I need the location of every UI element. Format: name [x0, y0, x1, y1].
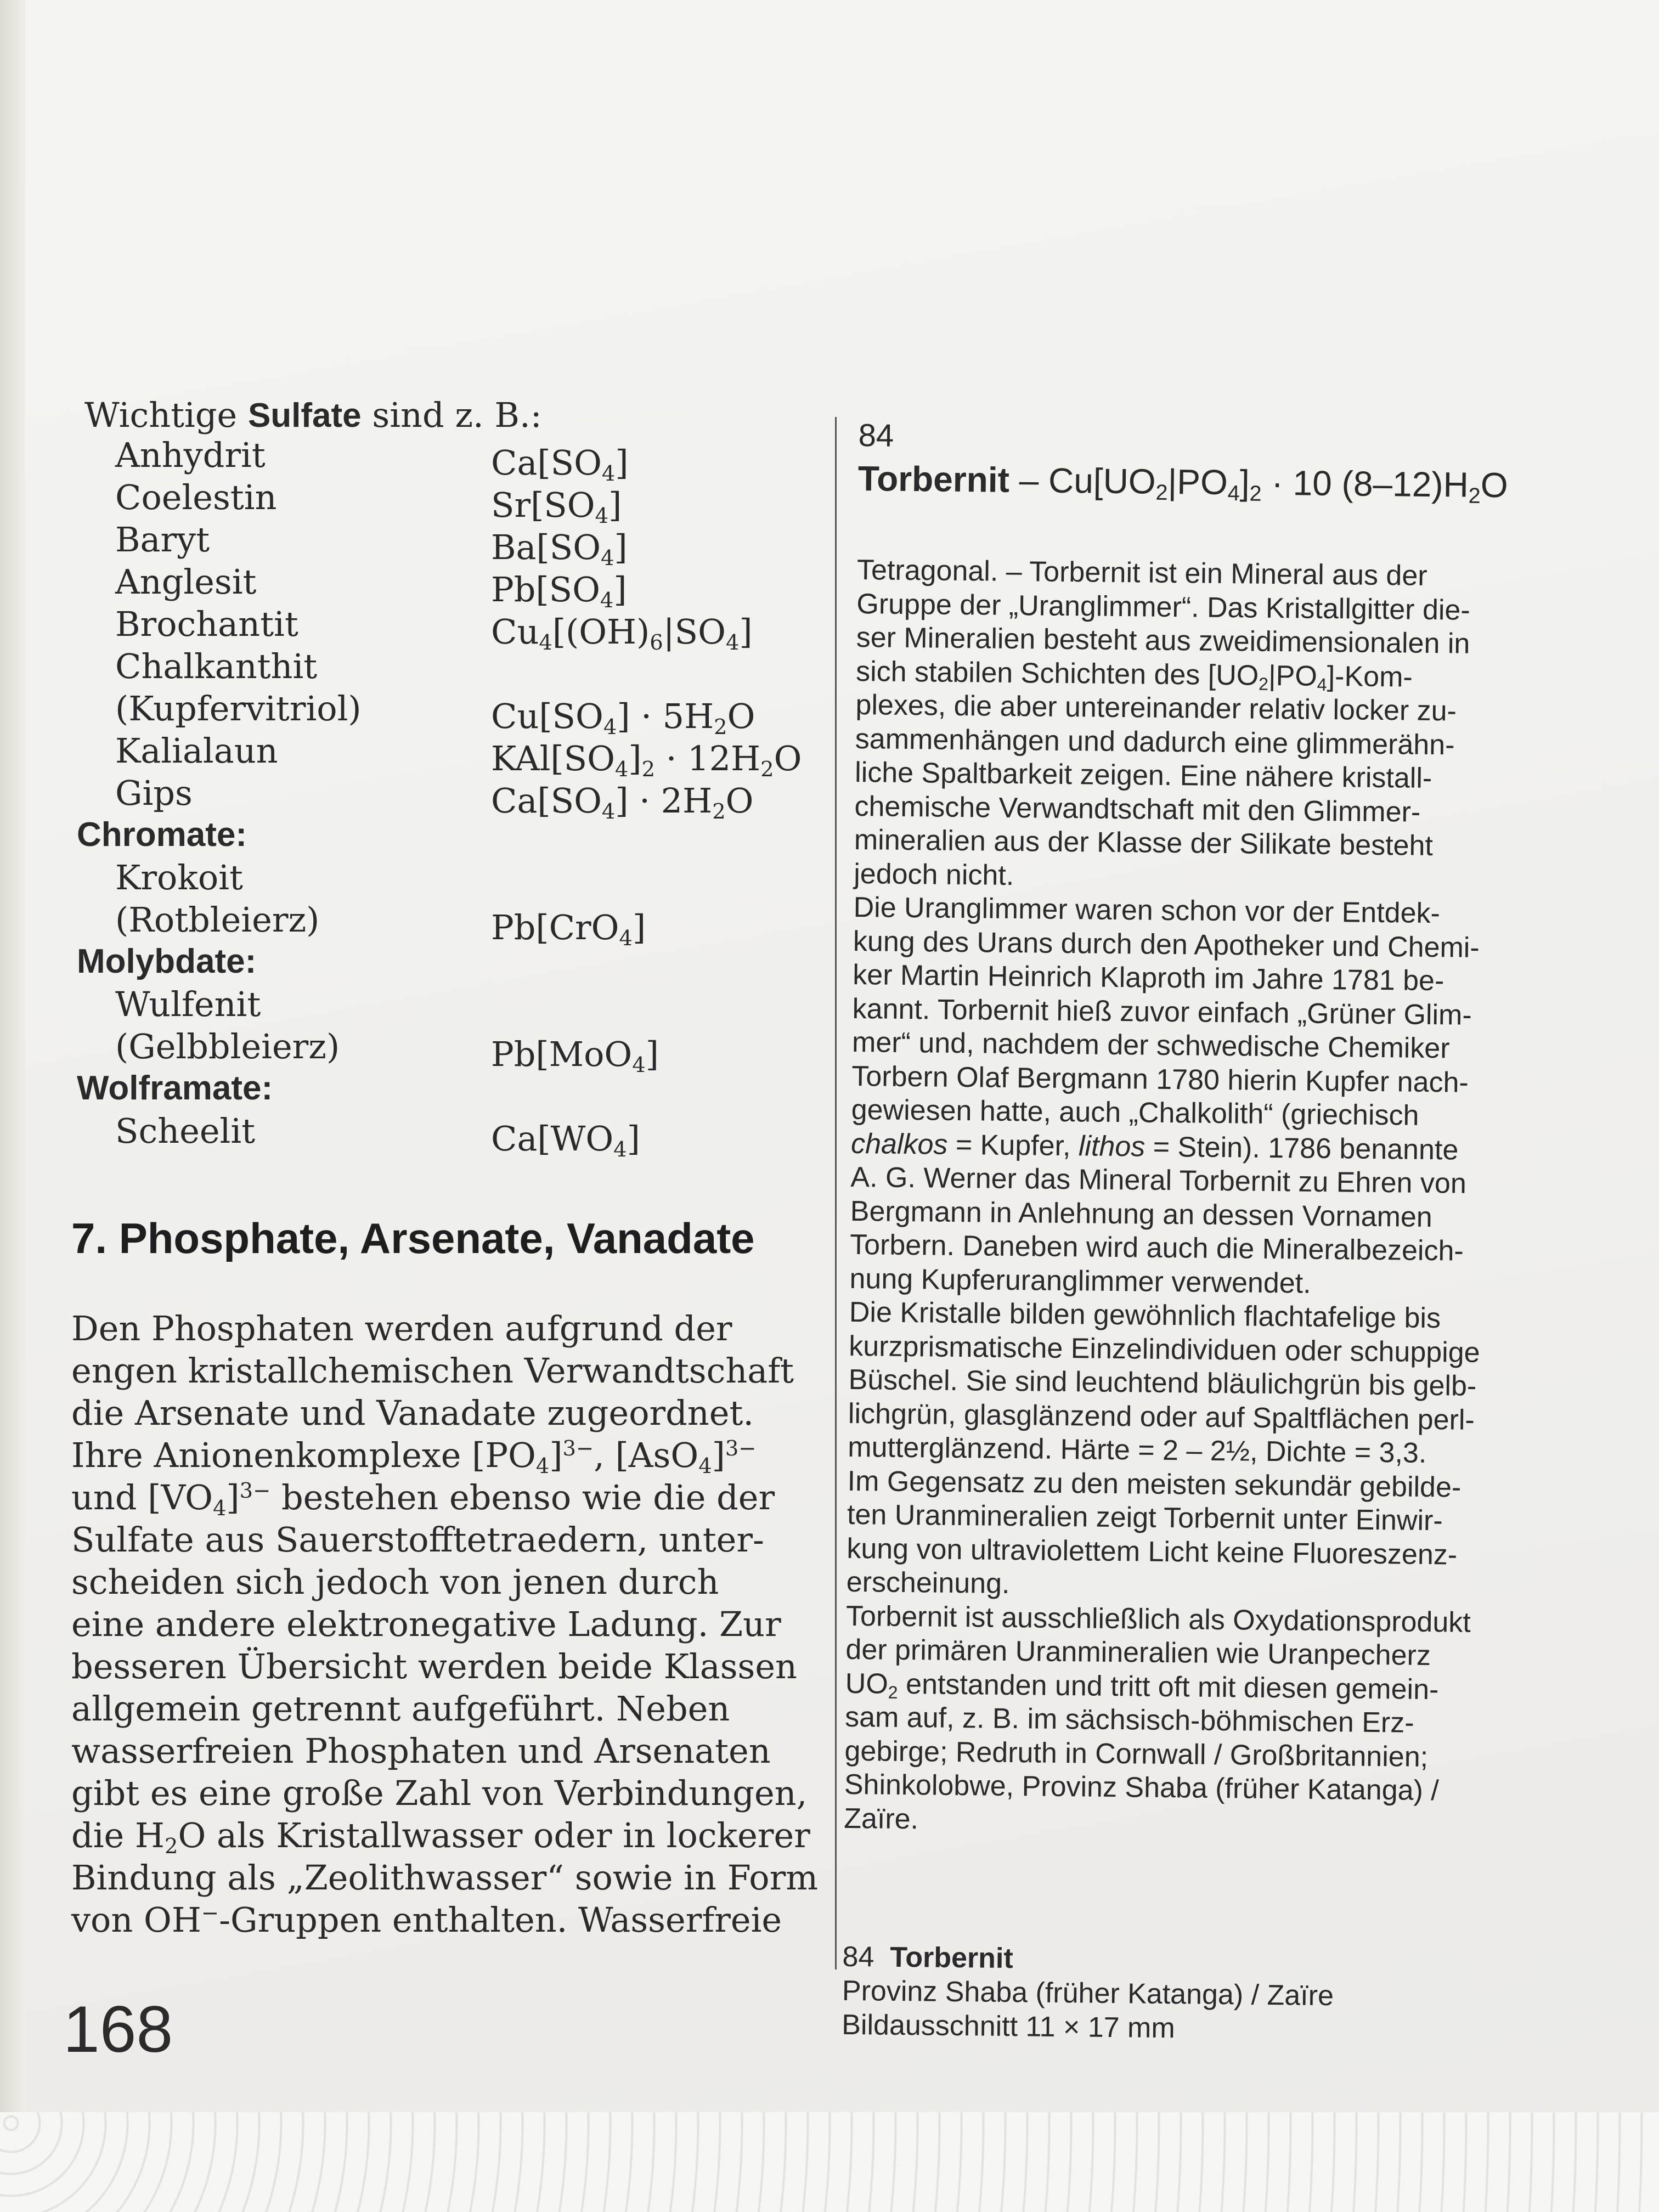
description-line: ser Mineralien besteht aus zweidimensionalen in: [856, 621, 1470, 660]
description-line: kung von ultraviolettem Licht keine Fluoreszenz-: [847, 1532, 1458, 1571]
mineral-row: [71, 1111, 806, 1162]
body-line: gibt es eine große Zahl von Verbindungen,: [71, 1773, 808, 1813]
category-chromate: [71, 815, 806, 857]
description-line: gewiesen hatte, auch „Chalkolith“ (griechisch: [851, 1093, 1419, 1132]
body-line: engen kristallchemischen Verwandtschaft: [71, 1351, 794, 1391]
body-line: eine andere elektronegative Ladung. Zur: [71, 1604, 781, 1644]
mineral-row: [71, 900, 806, 951]
mineral-row: [71, 731, 806, 782]
background-towel: [0, 2112, 1659, 2212]
description-line: gebirge; Redruth in Cornwall / Großbritannien;: [844, 1735, 1429, 1773]
entry-heading: [857, 458, 1604, 506]
mineral-name: (Rotbleierz): [115, 900, 320, 940]
description-line: Torbern. Daneben wird auch die Mineralbezeich-: [849, 1228, 1464, 1267]
mineral-row: [71, 604, 806, 655]
body-line: die $H_2O$ als Kristallwasser oder in lockerer: [71, 1815, 810, 1859]
mineral-name: Wulfenit: [115, 984, 261, 1024]
body-line: Den Phosphaten werden aufgrund der: [71, 1308, 732, 1348]
body-line: Sulfate aus Sauerstofftetraedern, unter-: [71, 1520, 764, 1560]
description-line: jedoch nicht.: [853, 857, 1014, 891]
mineral-name: Brochantit: [115, 604, 298, 644]
description-line: chalkos = Kupfer, lithos = Stein). 1786 benannte: [850, 1127, 1459, 1166]
description-line: mutterglänzend. Härte = 2 – 2½, Dichte = 3,3.: [848, 1431, 1427, 1469]
description-line: kung des Urans durch den Apotheker und Chemi-: [853, 925, 1480, 964]
description-line: ten Uranmineralien zeigt Torbernit unter Einwir-: [847, 1498, 1443, 1537]
mineral-row: [71, 562, 806, 613]
description-line: Im Gegensatz zu den meisten sekundär gebilde-: [847, 1465, 1462, 1504]
description-line: Die Kristalle bilden gewöhnlich flachtafelige bis: [849, 1296, 1441, 1335]
category-wolframate: [71, 1069, 806, 1111]
body-line: besseren Übersicht werden beide Klassen: [71, 1646, 797, 1686]
body-line: von OH−-Gruppen enthalten. Wasserfreie: [71, 1900, 782, 1940]
left-column: [71, 395, 819, 1941]
mineral-formula: $Ba[SO_4]$: [491, 527, 628, 571]
description-line: chemische Verwandtschaft mit den Glimmer-: [854, 790, 1421, 828]
page-binding-edge: [0, 0, 25, 2112]
description-line: plexes, die aber untereinander relativ locker zu-: [855, 689, 1457, 727]
description-line: Büschel. Sie sind leuchtend bläulichgrün bis gelb-: [848, 1363, 1477, 1402]
description-line: sammenhängen und dadurch eine glimmerähn-: [855, 723, 1455, 761]
mineral-formula: $Ca[WO_4]$: [491, 1119, 640, 1162]
description-line: mer“ und, nachdem der schwedische Chemiker: [851, 1026, 1450, 1065]
description-line: liche Spaltbarkeit zeigen. Eine nähere kristall-: [854, 756, 1432, 794]
description-line: Torbern Olaf Bergmann 1780 hierin Kupfer nach-: [851, 1060, 1469, 1099]
mineral-name: Anglesit: [115, 562, 257, 602]
description-line: Die Uranglimmer waren schon vor der Entdek-: [853, 891, 1441, 930]
category-label: Molybdate:: [77, 943, 257, 980]
description-line: Gruppe der „Uranglimmer“. Das Kristallgitter die-: [856, 588, 1471, 627]
mineral-row: [71, 984, 806, 1026]
mineral-name: Anhydrit: [115, 435, 266, 475]
mineral-row: [71, 689, 806, 740]
mineral-formula: $KAl[SO_4]_2 \cdot 12H_2O$: [491, 738, 802, 782]
mineral-list: [71, 435, 806, 1162]
mineral-formula: $Cu[SO_4] \cdot 5H_2O$: [491, 696, 755, 740]
mineral-name: (Gelbbleierz): [115, 1026, 340, 1066]
section-body: [71, 1307, 819, 1941]
description-line: erscheinung.: [846, 1566, 1010, 1600]
description-line: ker Martin Heinrich Klaproth im Jahre 1781 be-: [853, 958, 1444, 997]
entry-description: [844, 554, 1603, 1843]
mineral-row: [71, 520, 806, 571]
mineral-row: [71, 1026, 806, 1077]
body-line: die Arsenate und Vanadate zugeordnet.: [71, 1393, 754, 1433]
page-number: 168: [63, 1993, 173, 2066]
category-label: Wolframate:: [77, 1069, 273, 1107]
entry-title: Torbernit: [857, 458, 1010, 500]
mineral-row: [71, 773, 806, 824]
mineral-name: Gips: [115, 773, 193, 813]
mineral-formula: Pb[MoO$_4$]: [491, 1034, 659, 1077]
caption-title: Torbernit: [890, 1941, 1014, 1975]
caption-size: Bildausschnitt 11 × 17 mm: [842, 2008, 1176, 2045]
body-line: Ihre Anionenkomplexe $[PO_4]^{3-}$, $[AsO_4]^{3-}$: [71, 1435, 757, 1479]
description-line: kurzprismatische Einzelindividuen oder schuppige: [848, 1330, 1480, 1369]
category-label: Chromate:: [77, 816, 247, 854]
mineral-row: [71, 477, 806, 528]
description-line: $UO_2$ entstanden und tritt oft mit diesen gemein-: [845, 1667, 1439, 1706]
entry-number: 84: [858, 417, 894, 454]
caption-location: Provinz Shaba (früher Katanga) / Zaïre: [842, 1974, 1334, 2012]
caption-number: 84: [842, 1940, 874, 1973]
description-line: Shinkolobwe, Provinz Shaba (früher Katanga) /: [844, 1768, 1440, 1807]
description-line: A. G. Werner das Mineral Torbernit zu Ehren von: [850, 1161, 1467, 1200]
body-line: Bindung als „Zeolithwasser“ sowie in Form: [71, 1858, 819, 1898]
mineral-formula: $Pb[SO_4]$: [491, 569, 627, 613]
mineral-formula: $Ca[SO_4] \cdot 2H_2O$: [491, 781, 754, 824]
mineral-formula: Pb[CrO$_4$]: [491, 907, 646, 951]
description-line: lichgrün, glasglänzend oder auf Spaltflächen perl-: [848, 1397, 1475, 1436]
body-line: wasserfreien Phosphaten und Arsenaten: [71, 1731, 771, 1771]
mineral-name: (Kupfervitriol): [115, 689, 362, 729]
description-line: Tetragonal. – Torbernit ist ein Mineral aus der: [856, 554, 1427, 592]
body-line: und $[VO_4]^{3-}$ bestehen ebenso wie die der: [71, 1477, 775, 1521]
mineral-row: [71, 857, 806, 900]
description-line: Zaïre.: [843, 1802, 919, 1835]
description-line: Torbernit ist ausschließlich als Oxydationsprodukt: [845, 1600, 1471, 1639]
description-line: Bergmann in Anlehnung an dessen Vornamen: [850, 1195, 1433, 1233]
body-line: allgemein getrennt aufgeführt. Neben: [71, 1689, 730, 1729]
description-line: sich stabilen Schichten des $[UO_2|PO_4]-Kom-$: [855, 655, 1413, 695]
mineral-formula: $Cu_4[(OH)_6|SO_4]$: [491, 612, 753, 655]
mineral-row: [71, 646, 806, 689]
section-title: 7. Phosphate, Arsenate, Vanadate: [71, 1214, 755, 1262]
description-line: sam auf, z. B. im sächsisch-böhmischen Erz-: [844, 1701, 1414, 1739]
mineral-name: Krokoit: [115, 857, 243, 898]
description-line: der primären Uranmineralien wie Uranpecherz: [845, 1633, 1431, 1672]
entry-formula: – $Cu[UO_2|PO_4]_2 \cdot 10$ $(8-12)H_2O$: [1009, 460, 1509, 508]
sulfate-intro: Wichtige Sulfate sind z. B.:: [84, 395, 542, 435]
mineral-formula: $Ca[SO_4]$: [491, 443, 629, 486]
column-divider: [835, 417, 837, 1970]
mineral-formula: $Sr[SO_4]$: [491, 485, 622, 528]
description-line: kannt. Torbernit hieß zuvor einfach „Grüner Glim-: [852, 992, 1472, 1031]
mineral-name: Baryt: [115, 520, 210, 560]
category-molybdate: [71, 942, 806, 984]
body-line: scheiden sich jedoch von jenen durch: [71, 1562, 719, 1602]
mineral-name: Chalkanthit: [115, 646, 318, 686]
description-line: mineralien aus der Klasse der Silikate besteht: [854, 823, 1434, 862]
figure-caption: [842, 1940, 1589, 2050]
description-line: nung Kupferuranglimmer verwendet.: [849, 1262, 1311, 1300]
right-column: [842, 417, 1605, 2050]
mineral-row: [71, 435, 806, 486]
mineral-name: Scheelit: [115, 1111, 256, 1151]
mineral-name: Kalialaun: [115, 731, 278, 771]
mineral-name: Coelestin: [115, 477, 277, 517]
